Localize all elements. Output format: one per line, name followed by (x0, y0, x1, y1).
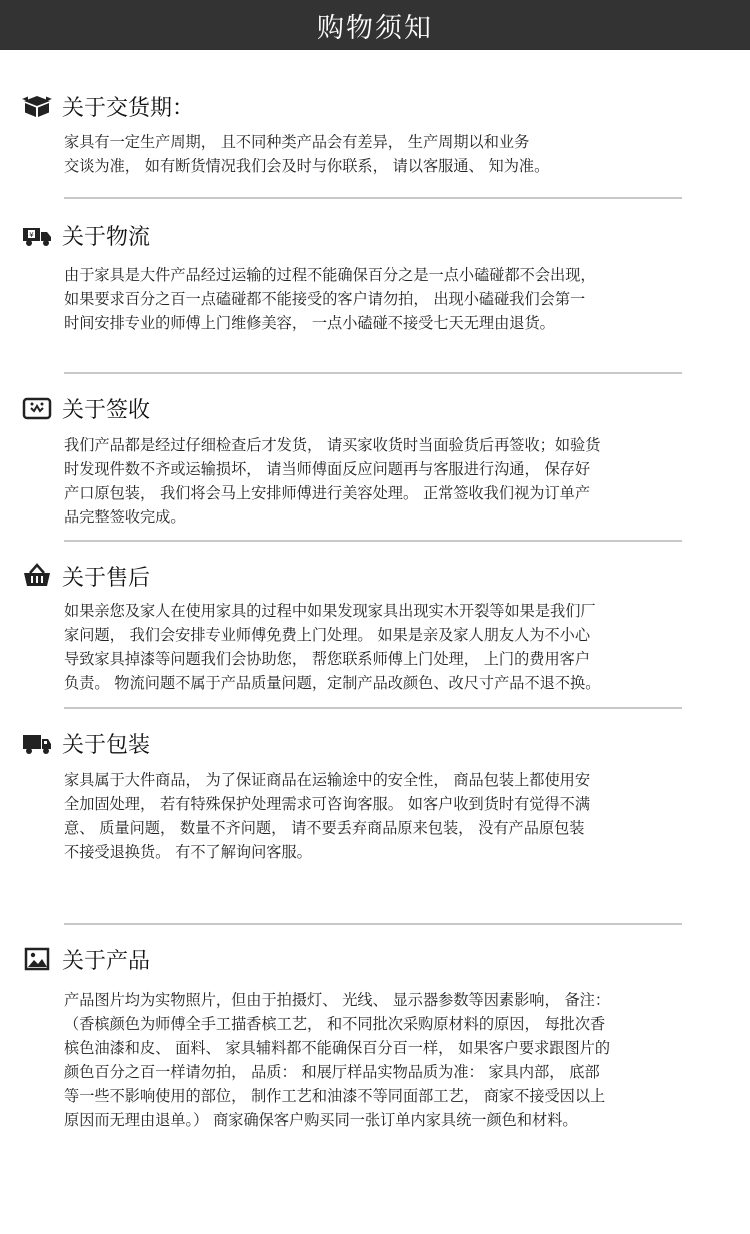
section-header (22, 727, 150, 759)
text-line: 等一些不影响使用的部位， 制作工艺和油漆不等同面部工艺， 商家不接受因以上 (64, 1087, 606, 1105)
section-title: 关于售后 (62, 565, 151, 591)
divider (64, 923, 682, 925)
text-line: 交谈为准， 如有断货情况我们会及时与你联系， 请以客服通、 知为准。 (64, 157, 550, 175)
svg-text:¥: ¥ (29, 231, 34, 239)
truck-icon (22, 222, 52, 248)
section-title: 关于产品 (62, 948, 151, 974)
text-line: 意、 质量问题， 数量不齐问题， 请不要丢弃商品原来包装， 没有产品原包装 (64, 819, 585, 837)
text-line: 由于家具是大件产品经过运输的过程不能确保百分之是一点小磕碰都不会出现， (64, 266, 596, 284)
section-text (64, 599, 684, 695)
section-title: 关于交货期： (62, 95, 195, 121)
text-line: 我们产品都是经过仔细检查后才发货， 请买家收货时当面验货后再签收；如验货 (64, 436, 601, 454)
divider (64, 540, 682, 542)
divider (64, 197, 682, 199)
text-line: 时间安排专业的师傅上门维修美容， 一点小磕碰不接受七天无理由退货。 (64, 314, 555, 332)
text-line: 产品图片均为实物照片，但由于拍摄灯、 光线、 显示器参数等因素影响， 备注： (64, 991, 611, 1009)
section-header (22, 219, 150, 251)
picture-icon (22, 946, 52, 972)
text-line: 家问题， 我们会安排专业师傅免费上门处理。 如果是亲及家人朋友人为不小心 (64, 626, 591, 644)
text-line: 导致家具掉漆等问题我们会协助您， 帮您联系师傅上门处理， 上门的费用客户 (64, 650, 591, 668)
section-title: 关于物流 (62, 224, 151, 250)
divider (64, 707, 682, 709)
section-header (22, 560, 150, 592)
section-text (64, 988, 684, 1132)
text-line: 品完整签收完成。 (64, 508, 186, 526)
section-text (64, 433, 684, 529)
text-line: 如果亲您及家人在使用家具的过程中如果发现家具出现实木开裂等如果是我们厂 (64, 602, 596, 620)
section-header (22, 90, 194, 122)
text-line: 产口原包装， 我们将会马上安排师傅进行美容处理。 正常签收我们视为订单产 (64, 484, 591, 502)
text-line: 不接受退换货。 有不了解询问客服。 (64, 843, 312, 861)
text-line: 家具有一定生产周期， 且不同种类产品会有差异， 生产周期以和业务 (64, 133, 530, 151)
header-banner (0, 0, 750, 50)
sign-icon (22, 395, 52, 421)
box-icon (22, 93, 52, 119)
text-line: （香槟颜色为师傅全手工描香槟工艺， 和不同批次采购原材料的原因， 每批次香 (64, 1015, 606, 1033)
section-text (64, 768, 684, 864)
basket-icon (22, 563, 52, 589)
text-line: 槟色油漆和皮、 面料、 家具辅料都不能确保百分百一样， 如果客户要求跟图片的 (64, 1039, 611, 1057)
text-line: 颜色百分之百一样请勿拍， 品质： 和展厅样品实物品质为准： 家具内部， 底部 (64, 1063, 600, 1081)
section-title: 关于包装 (62, 732, 151, 758)
text-line: 如果要求百分之百一点磕碰都不能接受的客户请勿拍， 出现小磕碰我们会第一 (64, 290, 586, 308)
section-text (64, 130, 684, 178)
text-line: 原因而无理由退单。） 商家确保客户购买同一张订单内家具统一颜色和材料。 (64, 1111, 578, 1129)
section-text (64, 263, 684, 335)
delivery-truck-icon (22, 730, 52, 756)
text-line: 负责。 物流问题不属于产品质量问题，定制产品改颜色、改尺寸产品不退不换。 (64, 674, 601, 692)
text-line: 时发现件数不齐或运输损坏， 请当师傅面反应问题再与客服进行沟通， 保存好 (64, 460, 591, 478)
page-title: 购物须知 (317, 12, 433, 44)
divider (64, 372, 682, 374)
section-header (22, 943, 150, 975)
section-header (22, 392, 150, 424)
text-line: 家具属于大件商品， 为了保证商品在运输途中的安全性， 商品包装上都使用安 (64, 771, 591, 789)
section-title: 关于签收 (62, 397, 151, 423)
text-line: 全加固处理， 若有特殊保护处理需求可咨询客服。 如客户收到货时有觉得不满 (64, 795, 591, 813)
